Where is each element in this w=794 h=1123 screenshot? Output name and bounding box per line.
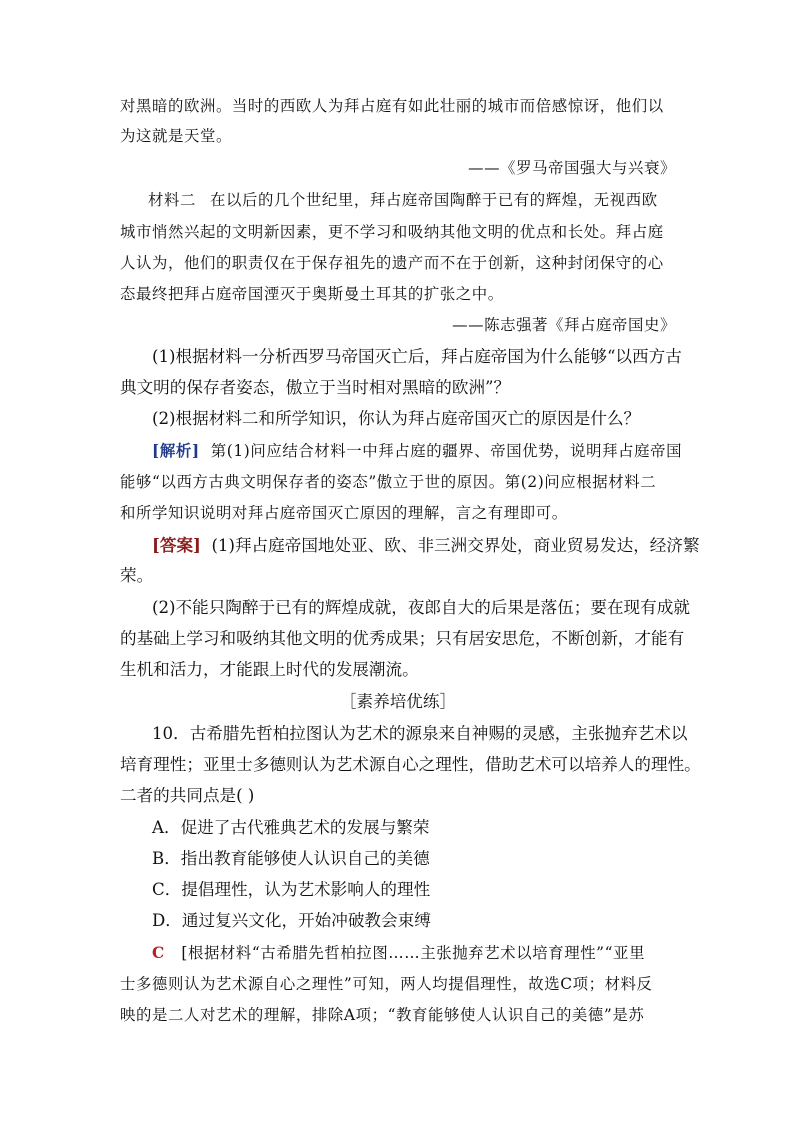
material2-label: 材料二 [148, 191, 196, 209]
source-citation-2: ——陈志强著《拜占庭帝国史》 [452, 316, 676, 334]
answer-first-line [152, 533, 700, 558]
answer-line: 生机和活力，才能跟上时代的发展潮流。 [120, 660, 419, 679]
analysis-first-line [152, 439, 683, 463]
answer-text: (1)拜占庭帝国地处亚、欧、非三洲交界处，商业贸易发达，经济繁 [211, 536, 700, 555]
answer-line: 荣。 [120, 566, 154, 585]
answer-tag: [答案] [152, 535, 201, 555]
material2-line: 城市悄然兴起的文明新因素，更不学习和吸纳其他文明的优点和长处。拜占庭 [120, 223, 664, 241]
explanation-first-line [152, 941, 676, 965]
question-1-line: (1)根据材料一分析西罗马帝国灭亡后，拜占庭帝国为什么能够“以西方古 [152, 347, 682, 366]
section-title: ［素养培优练］ [339, 692, 457, 711]
analysis-line: 能够“以西方古典文明保存者的姿态”傲立于世的原因。第(2)问应根据材料二 [120, 473, 657, 491]
question-1-line: 典文明的保存者姿态，傲立于当时相对黑暗的欧洲”？ [120, 378, 511, 397]
analysis-line: 和所学知识说明对拜占庭帝国灭亡原因的理解，言之有理即可。 [120, 504, 568, 522]
material2-line: 人认为，他们的职责仅在于保存祖先的遗产而不在于创新，这种封闭保守的心 [120, 254, 664, 272]
material2-first-line [120, 188, 676, 212]
explanation-line: 士多德则认为艺术源自心之理性”可知，两人均提倡理性，故选C项；材料反 [120, 975, 653, 993]
option-b: B．指出教育能够使人认识自己的美德 [152, 849, 430, 868]
question-10-stem: 二者的共同点是( ) [120, 786, 255, 805]
option-c: C．提倡理性，认为艺术影响人的理性 [152, 880, 431, 899]
explanation-line: 映的是二人对艺术的理解，排除A项；“教育能够使人认识自己的美德”是苏 [120, 1006, 645, 1024]
question-2: (2)根据材料二和所学知识，你认为拜占庭帝国灭亡的原因是什么？ [152, 409, 641, 428]
question-10-stem: 10．古希腊先哲柏拉图认为艺术的源泉来自神赐的灵感，主张抛弃艺术以 [152, 724, 688, 743]
material2-line: 态最终把拜占庭帝国湮灭于奥斯曼土耳其的扩张之中。 [120, 285, 504, 303]
answer-line: (2)不能只陶醉于已有的辉煌成就，夜郎自大的后果是落伍；要在现有成就 [152, 598, 690, 617]
explanation-text: [根据材料“古希腊先哲柏拉图……主张抛弃艺术以培育理性”“亚里 [181, 944, 646, 962]
answer-line: 的基础上学习和吸纳其他文明的优秀成果；只有居安思危，不断创新，才能有 [120, 629, 685, 648]
answer-letter: C [152, 944, 165, 962]
material1-line: 对黑暗的欧洲。当时的西欧人为拜占庭有如此壮丽的城市而倍感惊讶，他们以 [120, 97, 664, 115]
material1-line: 为这就是天堂。 [120, 127, 232, 145]
analysis-tag: [解析] [152, 442, 200, 460]
analysis-text: 第(1)问应结合材料一中拜占庭的疆界、帝国优势，说明拜占庭帝国 [210, 442, 683, 460]
material2-text: 在以后的几个世纪里，拜占庭帝国陶醉于已有的辉煌，无视西欧 [209, 191, 658, 209]
option-a: A．促进了古代雅典艺术的发展与繁荣 [152, 818, 430, 837]
source-citation-1: ——《罗马帝国强大与兴衰》 [468, 159, 676, 177]
question-10-stem: 培育理性；亚里士多德则认为艺术源自心之理性，借助艺术可以培养人的理性。 [120, 755, 701, 774]
option-d: D．通过复兴文化，开始冲破教会束缚 [152, 911, 431, 930]
